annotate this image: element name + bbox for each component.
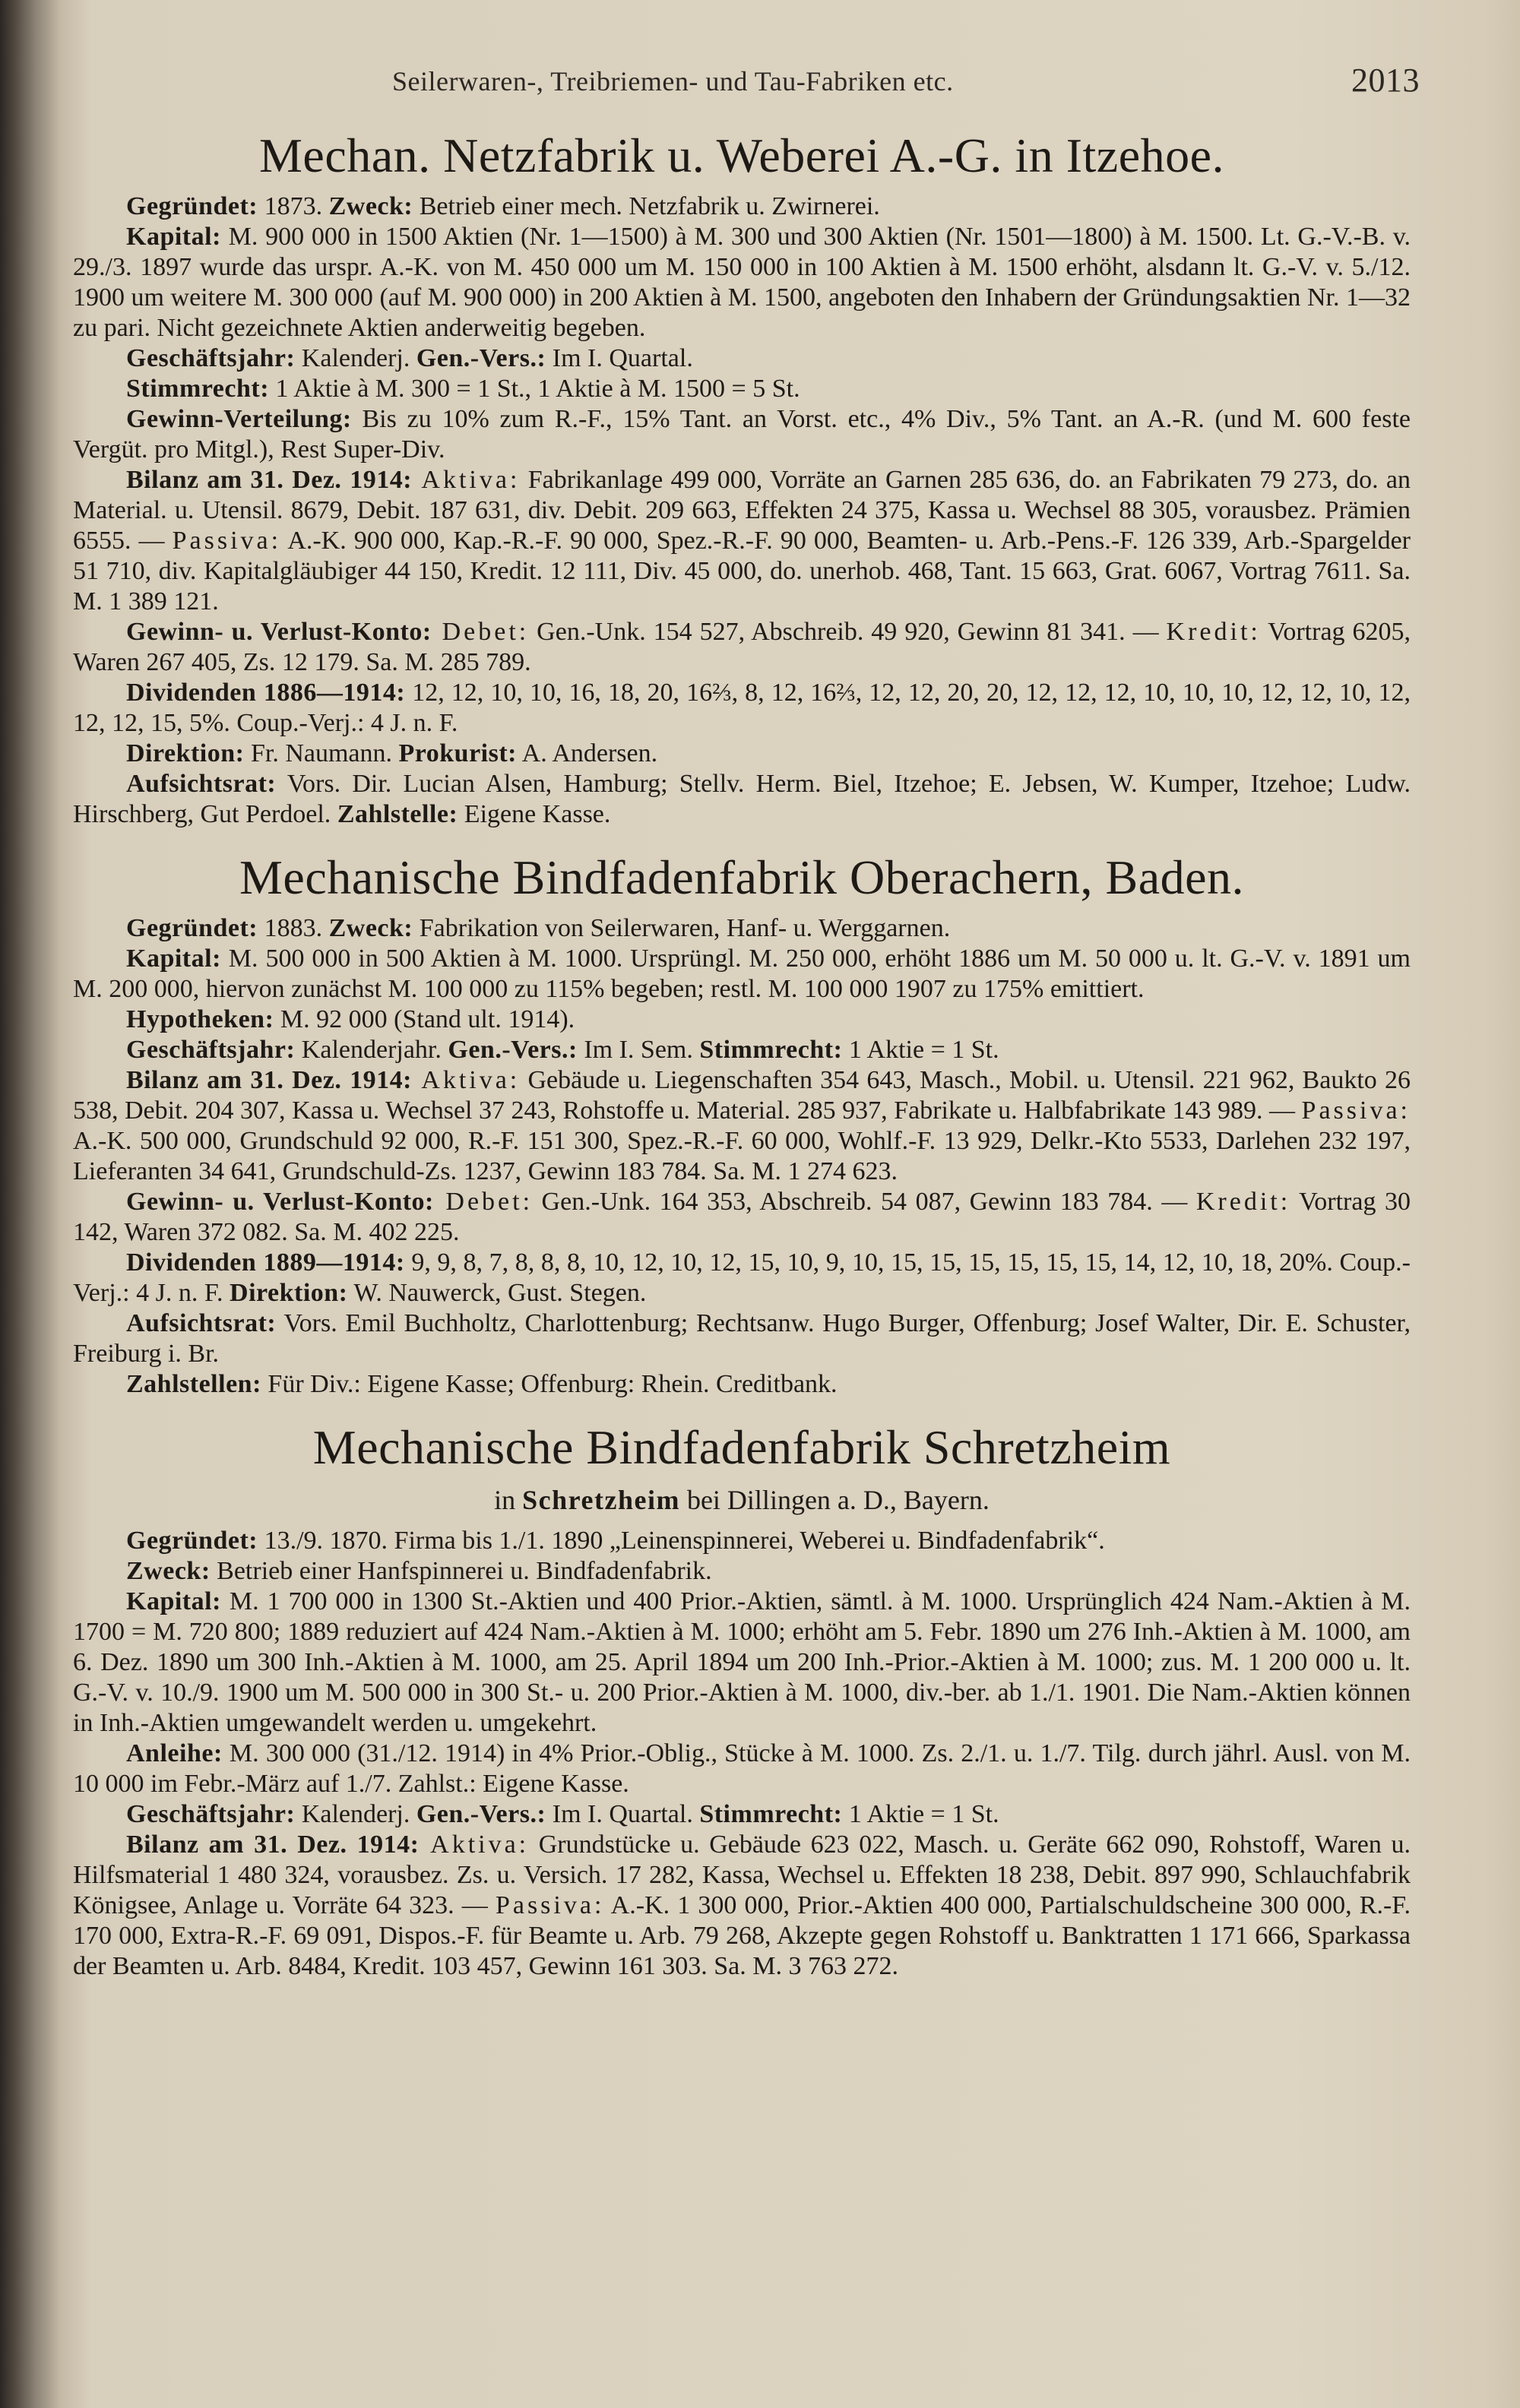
entry-label: Zweck: [126, 1557, 211, 1585]
entry-paragraph [73, 1799, 1411, 1830]
entry-text: Vors. Emil Buchholtz, Charlottenburg; Rechtsanw. Hugo Burger, Offenburg; Josef Walter, Dir. E. Schuster, Freiburg i. Br. [73, 1309, 1411, 1368]
entry-label: Bilanz am 31. Dez. 1914: [126, 1831, 420, 1859]
entry-label: Zweck: [328, 192, 413, 220]
entry-label: Kapital: [126, 1587, 221, 1615]
entry-label: Gewinn- u. Verlust-Konto: [126, 1188, 434, 1216]
entry-paragraph [73, 404, 1411, 465]
entry-label: Geschäftsjahr: [126, 1036, 296, 1064]
entry-label: Zahlstelle: [337, 800, 458, 828]
entry-paragraph [73, 1739, 1411, 1799]
entry-text: A.-K. 900 000, Kap.-R.-F. 90 000, Spez.-R.-F. 90 000, Beamten- u. Arb.-Pens.-F. 126 339, Arb.-Spargelder 51 710, div. Kapitalgläubiger 44 150, Kredit. 12 111, Div. 45 000, do. unerhob. 468, Tant. 15 663, Grat. 6067, Vortrag 7611. Sa. M. 1 389 121. [73, 527, 1411, 615]
sections-container [73, 128, 1411, 1982]
entry-text: Fabrikanlage 499 000, Vorräte an Garnen 285 636, do. an Fabrikaten 79 273, do. an Material. u. Utensil. 8679, Debit. 187 631, div. Debit. 209 663, Effekten 24 375, Kassa u. Wechsel 88 305, vorausbez. Prämien 6555. — [73, 466, 1411, 555]
entry-text: Betrieb einer Hanfspinnerei u. Bindfadenfabrik. [210, 1557, 712, 1585]
entry-label: Aufsichtsrat: [126, 1309, 277, 1337]
entry-paragraph [73, 944, 1411, 1005]
entry-label: Hypotheken: [126, 1005, 274, 1033]
entry-text: W. Nauwerck, Gust. Stegen. [347, 1279, 647, 1307]
company-title: Mechanische Bindfadenfabrik Schretzheim [312, 1420, 1171, 1474]
entry-paragraph [73, 1587, 1411, 1739]
entry-text: Kalenderj. [295, 1800, 416, 1828]
entry-label: Dividenden 1889—1914: [126, 1248, 405, 1277]
entry-account-side: Kredit: [1195, 1188, 1291, 1216]
entry-paragraph [73, 1369, 1411, 1400]
entry-text: M. 1 700 000 in 1300 St.-Aktien und 400 Prior.-Aktien, sämtl. à M. 1000. Ursprünglich 424 Nam.-Aktien à M. 1700 = M. 720 800; 1889 reduziert auf 424 Nam.-Aktien à M. 1000; erhöht am 5. Febr. 1890 um 276 Inh.-Aktien à M. 1000, am 6. Dez. 1890 um 300 Inh.-Aktien à M. 1000, am 25. April 1894 um 200 Inh.-Prior.-Aktien à M. 1000; zus. M. 1 200 000 u. lt. G.-V. v. 10./9. 1900 um M. 500 000 in 300 St.- u. 200 Prior.-Aktien à M. 1000, div.-ber. ab 1./1. 1901. Die Nam.-Aktien können in Inh.-Aktien umgewandelt werden u. umgekehrt. [73, 1587, 1411, 1737]
entry-paragraph [73, 1526, 1411, 1556]
entry-text: Bis zu 10% zum R.-F., 15% Tant. an Vorst. etc., 4% Div., 5% Tant. an A.-R. (und M. 600 feste Vergüt. pro Mitgl.), Rest Super-Div. [73, 405, 1411, 464]
entry-paragraph [73, 1187, 1411, 1248]
entry-text: 13./9. 1870. Firma bis 1./1. 1890 „Leinenspinnerei, Weberei u. Bindfadenfabrik“. [258, 1527, 1105, 1555]
entry-label: Bilanz am 31. Dez. 1914: [126, 466, 413, 494]
entry-paragraph [73, 913, 1411, 944]
entry-label: Geschäftsjahr: [126, 344, 296, 372]
location-prefix: in [494, 1485, 523, 1515]
entry-account-side: Debet: [431, 618, 530, 646]
entry-account-side: Aktiva: [419, 1831, 530, 1859]
entry-account-side: Passiva: [495, 1891, 605, 1919]
entry-label: Gewinn- u. Verlust-Konto: [126, 618, 432, 646]
entry-label: Direktion: [126, 739, 245, 767]
entry-label: Gegründet: [126, 192, 258, 220]
entry-text: 1873. [258, 192, 329, 220]
entry-paragraph [73, 1065, 1411, 1187]
entry-label: Bilanz am 31. Dez. 1914: [126, 1066, 412, 1094]
entry-text: Kalenderj. [295, 344, 416, 372]
entry-text: Für Div.: Eigene Kasse; Offenburg: Rhein. Creditbank. [261, 1370, 838, 1398]
company-title: Mechan. Netzfabrik u. Weberei A.-G. in Itzehoe. [259, 128, 1224, 182]
entry-text: Gen.-Unk. 164 353, Abschreib. 54 087, Gewinn 183 784. — [533, 1188, 1196, 1216]
entry-paragraph [73, 1005, 1411, 1035]
entry-label: Geschäftsjahr: [126, 1800, 296, 1828]
entry-account-side: Aktiva: [411, 1066, 521, 1094]
entry-text: M. 900 000 in 1500 Aktien (Nr. 1—1500) à M. 300 und 300 Aktien (Nr. 1501—1800) à M. 1500. Lt. G.-V.-B. v. 29./3. 1897 wurde das urspr. A.-K. von M. 450 000 um M. 150 000 in 100 Aktien à M. 1500 erhöht, alsdann lt. G.-V. v. 5./12. 1900 um weitere M. 300 000 (auf M. 900 000) in 200 Aktien à M. 1500, angeboten den Inhabern der Gründungsaktien Nr. 1—32 zu pari. Nicht gezeichnete Aktien anderweitig begeben. [73, 223, 1411, 342]
entry-label: Prokurist: [398, 739, 518, 767]
entry-text: A. Andersen. [517, 739, 658, 767]
entry-account-side: Debet: [433, 1188, 534, 1216]
entry-text: Im I. Quartal. [546, 344, 693, 372]
entry-account-side: Passiva: [1301, 1096, 1411, 1125]
entry-text: M. 92 000 (Stand ult. 1914). [274, 1005, 575, 1033]
entry-text: M. 300 000 (31./12. 1914) in 4% Prior.-Oblig., Stücke à M. 1000. Zs. 2./1. u. 1./7. Tilg. durch jährl. Ausl. von M. 10 000 im Febr.-März auf 1./7. Zahlst.: Eigene Kasse. [73, 1739, 1411, 1798]
entry-text: M. 500 000 in 500 Aktien à M. 1000. Ursprüngl. M. 250 000, erhöht 1886 um M. 50 000 u. lt. G.-V. v. 1891 um M. 200 000, hiervon zunächst M. 100 000 zu 115% begeben; restl. M. 100 000 1907 zu 175% emittiert. [73, 945, 1411, 1003]
page-content [73, 59, 1420, 1982]
entry-text: 1883. [258, 914, 329, 942]
entry-text: 12, 12, 10, 10, 16, 18, 20, 16⅔, 8, 12, 16⅔, 12, 12, 20, 20, 12, 12, 12, 10, 10, 10, 12, 12, 10, 12, 12, 12, 15, 5%. Coup.-Verj.: 4 J. n. F. [73, 679, 1411, 737]
entry-label: Gegründet: [126, 1527, 258, 1555]
entry-paragraph [73, 191, 1411, 222]
company-section [73, 850, 1411, 1400]
entry-label: Stimmrecht: [126, 375, 270, 403]
entry-text: Im I. Quartal. [546, 1800, 700, 1828]
entry-paragraph [73, 1830, 1411, 1982]
entry-text: Grundstücke u. Gebäude 623 022, Masch. u. Geräte 662 090, Rohstoff, Waren u. Hilfsmaterial 1 480 324, vorausbez. Zs. u. Versich. 17 282, Kassa, Wechsel u. Effekten 18 238, Debit. 897 990, Schlauchfabrik Königsee, Anlage u. Vorräte 64 323. — [73, 1831, 1411, 1919]
entry-label: Gen.-Vers.: [448, 1036, 578, 1064]
entry-label: Stimmrecht: [699, 1036, 843, 1064]
entry-text: Vortrag 30 142, Waren 372 082. Sa. M. 402 225. [73, 1188, 1411, 1246]
running-title: Seilerwaren-, Treibriemen- und Tau-Fabriken etc. [392, 66, 954, 97]
entry-paragraph [73, 374, 1411, 404]
entry-label: Gegründet: [126, 914, 258, 942]
entry-paragraph [73, 1556, 1411, 1587]
entry-label: Zweck: [328, 914, 413, 942]
entry-label: Gen.-Vers.: [416, 1800, 546, 1828]
entry-paragraph [73, 222, 1411, 343]
entry-text: Vortrag 6205, Waren 267 405, Zs. 12 179. Sa. M. 285 789. [73, 618, 1411, 676]
entry-text: Eigene Kasse. [458, 800, 611, 828]
entry-paragraph [73, 617, 1411, 678]
entry-paragraph [73, 678, 1411, 739]
entry-paragraph [73, 343, 1411, 374]
company-location [73, 1482, 1411, 1518]
entry-text: Gen.-Unk. 154 527, Abschreib. 49 920, Gewinn 81 341. — [529, 618, 1167, 646]
entry-text: 9, 9, 8, 7, 8, 8, 8, 10, 12, 10, 12, 15, 10, 9, 10, 15, 15, 15, 15, 15, 15, 14, 12, 10, 18, 20%. Coup.-Verj.: 4 J. n. F. [73, 1248, 1411, 1307]
entry-account-side: Passiva: [172, 527, 282, 555]
entry-text: Im I. Sem. [577, 1036, 700, 1064]
company-section [73, 128, 1411, 830]
entry-text: 1 Aktie à M. 300 = 1 St., 1 Aktie à M. 1500 = 5 St. [269, 375, 800, 403]
entry-text: Kalenderjahr. [295, 1036, 448, 1064]
entry-text: Betrieb einer mech. Netzfabrik u. Zwirnerei. [413, 192, 880, 220]
entry-paragraph [73, 739, 1411, 769]
entry-label: Kapital: [126, 223, 221, 251]
company-title: Mechanische Bindfadenfabrik Oberachern, Baden. [239, 850, 1244, 904]
entry-label: Gewinn-Verteilung: [126, 405, 352, 433]
entry-paragraph [73, 465, 1411, 617]
entry-paragraph [73, 1035, 1411, 1065]
location-suffix: bei Dillingen a. D., Bayern. [679, 1485, 990, 1515]
entry-account-side: Aktiva: [412, 466, 521, 494]
company-section [73, 1419, 1411, 1982]
entry-paragraph [73, 769, 1411, 830]
entry-text: 1 Aktie = 1 St. [842, 1800, 999, 1828]
entry-account-side: Kredit: [1166, 618, 1261, 646]
entry-text: Gebäude u. Liegenschaften 354 643, Masch., Mobil. u. Utensil. 221 962, Baukto 26 538, Debit. 204 307, Kassa u. Wechsel 37 243, Rohstoffe u. Material. 285 937, Fabrikate u. Halbfabrikate 143 989. — [73, 1066, 1411, 1125]
running-head [73, 59, 1420, 108]
entry-text: Fabrikation von Seilerwaren, Hanf- u. Werggarnen. [413, 914, 951, 942]
entry-text: A.-K. 1 300 000, Prior.-Aktien 400 000, Partialschuldscheine 300 000, R.-F. 170 000, Extra-R.-F. 69 091, Dispos.-F. für Beamte u. Arb. 79 268, Akzepte gegen Rohstoff u. Banktratten 1 171 666, Sparkassa der Beamten u. Arb. 8484, Kredit. 103 457, Gewinn 161 303. Sa. M. 3 763 272. [73, 1891, 1411, 1980]
entry-label: Stimmrecht: [699, 1800, 843, 1828]
entry-label: Gen.-Vers.: [416, 344, 546, 372]
entry-label: Dividenden 1886—1914: [126, 679, 406, 707]
page-number: 2013 [1351, 62, 1420, 99]
entry-label: Aufsichtsrat: [126, 770, 277, 798]
entry-label: Anleihe: [126, 1739, 223, 1767]
location-place: Schretzheim [522, 1485, 680, 1515]
entry-text: A.-K. 500 000, Grundschuld 92 000, R.-F. 151 300, Spez.-R.-F. 60 000, Wohlf.-F. 13 929, Delkr.-Kto 5533, Darlehen 232 197, Lieferanten 34 641, Grundschuld-Zs. 1237, Gewinn 183 784. Sa. M. 1 274 623. [73, 1127, 1411, 1185]
entry-text: Vors. Dir. Lucian Alsen, Hamburg; Stellv. Herm. Biel, Itzehoe; E. Jebsen, W. Kumper, Itzehoe; Ludw. Hirschberg, Gut Perdoel. [73, 770, 1411, 828]
entry-text: 1 Aktie = 1 St. [842, 1036, 999, 1064]
entry-label: Direktion: [230, 1279, 348, 1307]
entry-paragraph [73, 1308, 1411, 1369]
entry-paragraph [73, 1248, 1411, 1308]
entry-label: Kapital: [126, 945, 221, 973]
entry-label: Zahlstellen: [126, 1370, 261, 1398]
entry-text: Fr. Naumann. [244, 739, 399, 767]
